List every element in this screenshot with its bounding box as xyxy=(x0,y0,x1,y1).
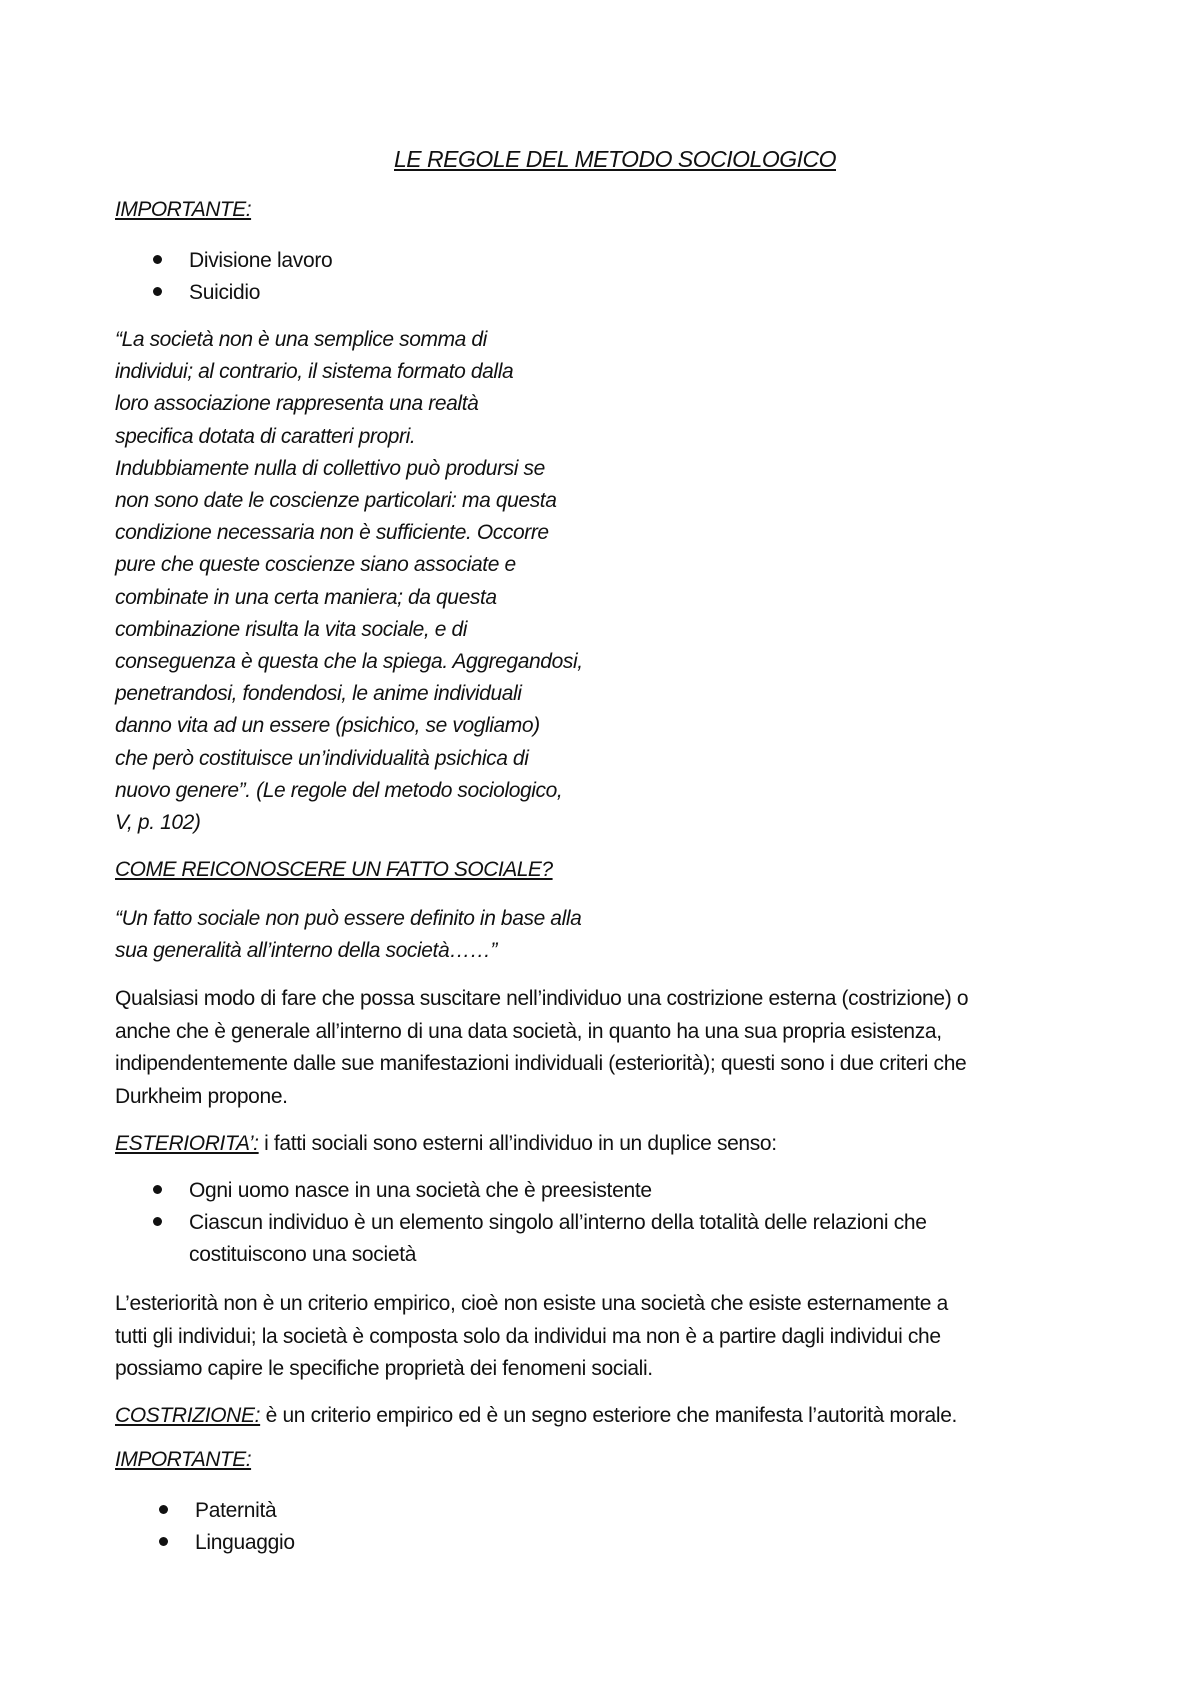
costrizione-label: COSTRIZIONE: xyxy=(115,1404,261,1427)
document-page xyxy=(115,0,1115,1698)
bullet-icon xyxy=(153,287,162,296)
esteriorita-label: ESTERIORITA’: xyxy=(115,1132,259,1155)
fatto-sociale-quote: “Un fatto sociale non può essere definito in base alla sua generalità all’interno della società……” xyxy=(115,907,582,963)
bullet-list-importante xyxy=(153,245,332,309)
document-title: LE REGOLE DEL METODO SOCIOLOGICO xyxy=(394,146,836,172)
list-item: Divisione lavoro xyxy=(153,245,332,277)
bullet-list-importante-2 xyxy=(159,1495,295,1559)
list-item: Ciascun individuo è un elemento singolo all’interno della totalità delle relazioni che costituiscono una società xyxy=(153,1207,927,1271)
list-item: Ogni uomo nasce in una società che è preesistente xyxy=(153,1175,927,1207)
list-item: Paternità xyxy=(159,1495,295,1527)
list-item: Linguaggio xyxy=(159,1527,295,1559)
bullet-icon xyxy=(153,1185,162,1194)
bullet-icon xyxy=(159,1537,168,1546)
bullet-icon xyxy=(153,255,162,264)
bullet-icon xyxy=(153,1217,162,1226)
paragraph-esteriorita-criterio: L’esteriorità non è un criterio empirico, cioè non esiste una società che esiste esternamente a tutti gli individui; la società è composta solo da individui ma non è a partire dagli individui che possiamo capire le specifiche proprietà dei fenomeni sociali. xyxy=(115,1292,948,1380)
paragraph-esteriorita: ESTERIORITA’: i fatti sociali sono esterni all’individuo in un duplice senso: xyxy=(115,1132,777,1155)
paragraph-criteri: Qualsiasi modo di fare che possa suscitare nell’individuo una costrizione esterna (costrizione) o anche che è generale all’interno di una data società, in quanto ha una sua propria esistenza, indipendentemente dalle sue manifestazioni individuali (esteriorità); questi sono i due criteri che Durkheim propone. xyxy=(115,987,969,1108)
durkheim-quote: “La società non è una semplice somma di individui; al contrario, il sistema formato dalla loro associazione rappresenta una realtà specifica dotata di caratteri propri. Indubbiamente nulla di collettivo può prodursi se non sono date le coscienze particolari: ma questa condizione necessaria non è sufficiente. Occorre pure che queste coscienze siano associate e combinate in una certa maniera; da questa combinazione risulta la vita sociale, e di conseguenza è questa che la spiega. Aggregandosi, penetrandosi, fondendosi, le anime individuali danno vita ad un essere (psichico, se vogliamo) che però costituisce un’individualità psichica di nuovo genere”. (Le regole del metodo sociologico, V, p. 102) xyxy=(115,328,583,835)
bullet-list-esteriorita xyxy=(153,1175,927,1271)
list-item: Suicidio xyxy=(153,277,332,309)
paragraph-costrizione: COSTRIZIONE: è un criterio empirico ed è un segno esteriore che manifesta l’autorità morale. xyxy=(115,1404,958,1427)
section-heading-importante-2: IMPORTANTE: xyxy=(115,1448,252,1471)
section-heading-fatto-sociale: COME REICONOSCERE UN FATTO SOCIALE? xyxy=(115,858,553,881)
section-heading-importante: IMPORTANTE: xyxy=(115,198,252,221)
bullet-icon xyxy=(159,1505,168,1514)
